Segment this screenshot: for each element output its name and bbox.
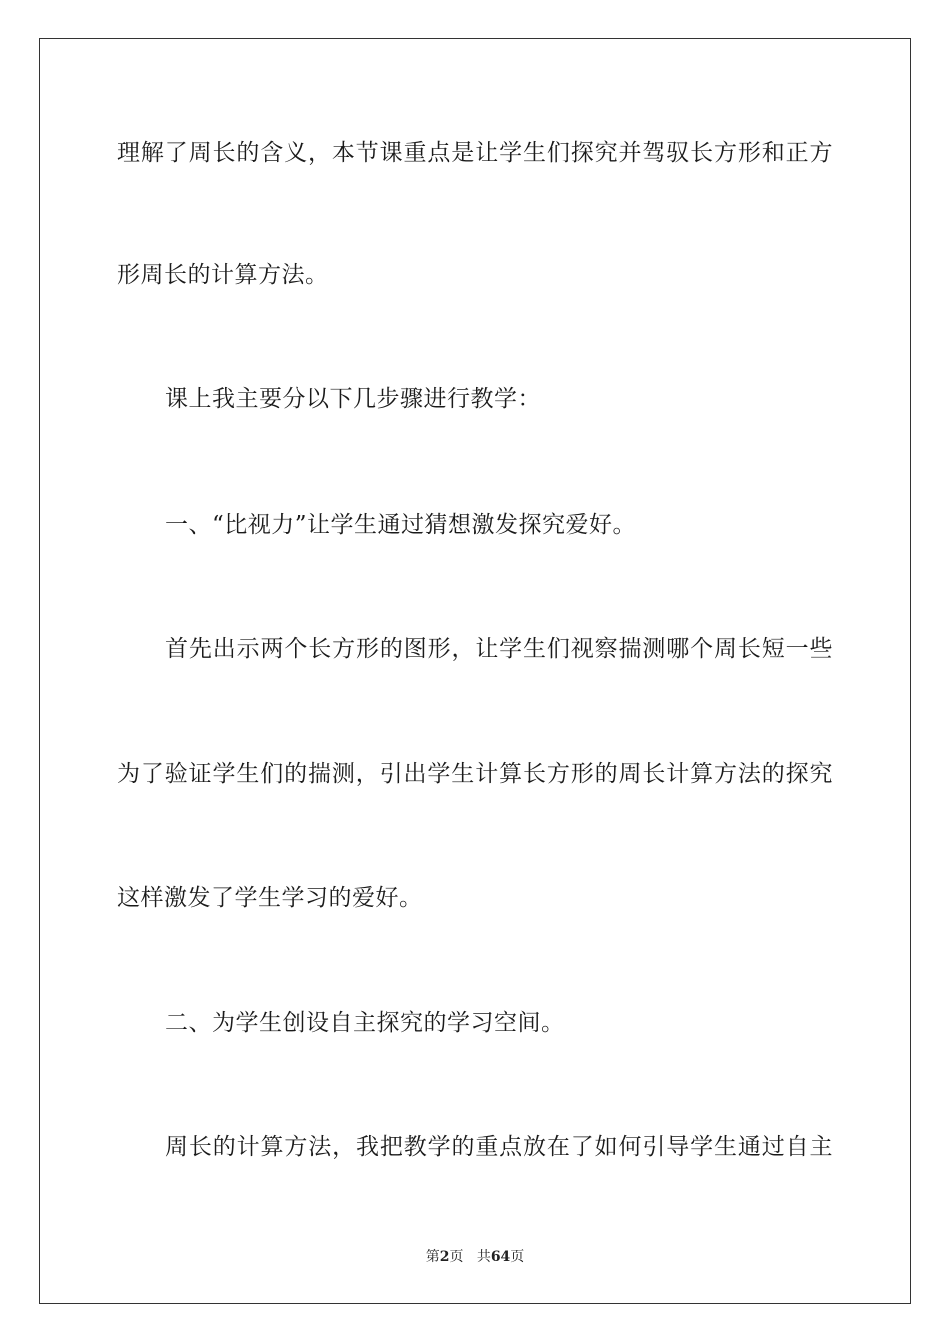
paragraph-line-4: 一、“比视力”让学生通过猜想激发探究爱好。: [165, 512, 637, 538]
paragraph-line-7: 这样激发了学生学习的爱好。: [117, 885, 423, 911]
page-frame: [39, 38, 911, 1304]
paragraph-line-6: 为了验证学生们的揣测，引出学生计算长方形的周长计算方法的探究: [117, 761, 833, 787]
footer-current-page: 2: [439, 1249, 450, 1265]
footer-total-pages: 64: [490, 1249, 511, 1265]
footer-prefix: 第: [425, 1249, 440, 1265]
paragraph-line-2: 形周长的计算方法。: [117, 262, 329, 288]
paragraph-line-8: 二、为学生创设自主探究的学习空间。: [165, 1010, 565, 1036]
paragraph-line-5: 首先出示两个长方形的图形，让学生们视察揣测哪个周长短一些: [165, 636, 833, 662]
paragraph-line-3: 课上我主要分以下几步骤进行教学：: [165, 386, 541, 412]
paragraph-line-1: 理解了周长的含义，本节课重点是让学生们探究并驾驭长方形和正方: [117, 140, 833, 166]
paragraph-line-9: 周长的计算方法，我把教学的重点放在了如何引导学生通过自主: [165, 1134, 833, 1160]
page-number-footer: [0, 1248, 950, 1266]
footer-total-prefix: 共: [476, 1249, 491, 1265]
footer-total-suffix: 页: [510, 1249, 525, 1265]
footer-page-suffix: 页: [449, 1249, 464, 1265]
